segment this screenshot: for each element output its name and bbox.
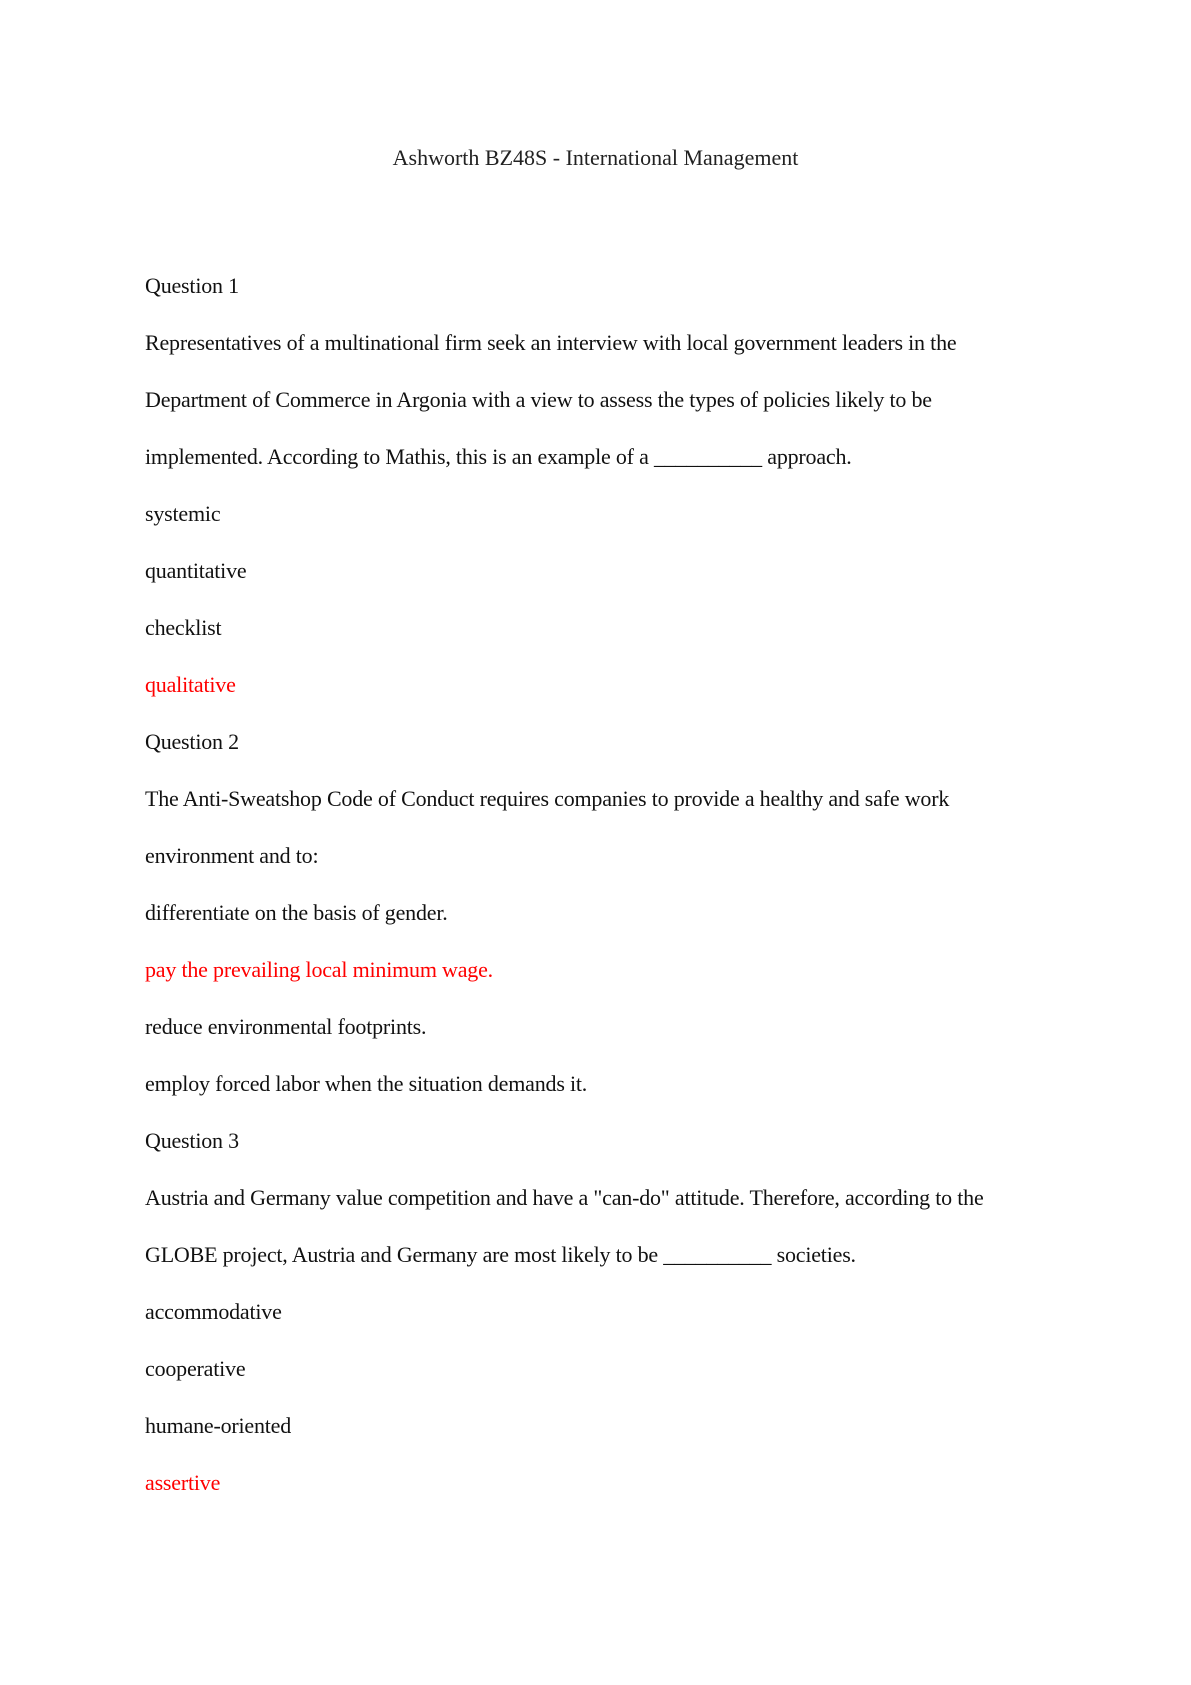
question-label: Question 3 [145, 1128, 239, 1153]
question-prompt-line: Department of Commerce in Argonia with a view to assess the types of policies likely to be [145, 387, 932, 412]
answer-option: accommodative [145, 1299, 282, 1324]
question-list [145, 257, 1105, 1511]
answer-option: reduce environmental footprints. [145, 1014, 427, 1039]
question-label: Question 1 [145, 273, 239, 298]
document-title: Ashworth BZ48S - International Management [392, 145, 799, 170]
answer-option: cooperative [145, 1356, 246, 1381]
question-prompt-line: GLOBE project, Austria and Germany are most likely to be __________ societies. [145, 1242, 856, 1267]
answer-option: differentiate on the basis of gender. [145, 900, 448, 925]
answer-option: quantitative [145, 558, 247, 583]
answer-option: humane-oriented [145, 1413, 292, 1438]
question-prompt-line: implemented. According to Mathis, this is an example of a __________ approach. [145, 444, 852, 469]
answer-option-correct: qualitative [145, 672, 236, 697]
answer-option: employ forced labor when the situation demands it. [145, 1071, 588, 1096]
answer-option: systemic [145, 501, 221, 526]
question-prompt-line: Austria and Germany value competition and have a "can-do" attitude. Therefore, according to the [145, 1185, 984, 1210]
question-prompt-line: Representatives of a multinational firm seek an interview with local government leaders in the [145, 330, 957, 355]
answer-option: checklist [145, 615, 222, 640]
question-label: Question 2 [145, 729, 239, 754]
answer-option-correct: assertive [145, 1470, 221, 1495]
question-prompt-line: environment and to: [145, 843, 319, 868]
question-prompt-line: The Anti-Sweatshop Code of Conduct requires companies to provide a healthy and safe work [145, 786, 950, 811]
answer-option-correct: pay the prevailing local minimum wage. [145, 957, 493, 982]
